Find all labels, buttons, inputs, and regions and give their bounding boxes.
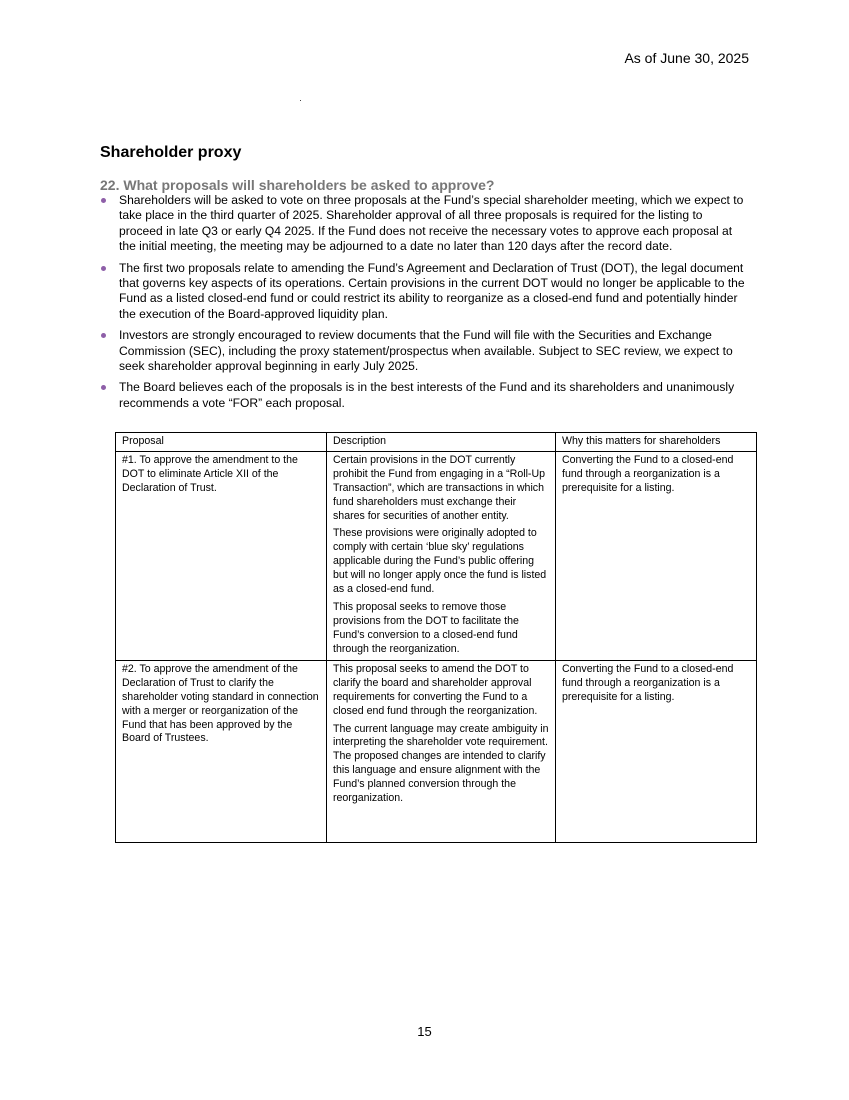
bullet-text: The Board believes each of the proposals is in the best interests of the Fund and its shareholders and unanimously recommends a vote “FOR” each proposal. bbox=[119, 380, 735, 410]
proposal-cell: #2. To approve the amendment of the Declaration of Trust to clarify the shareholder voting standard in connection with a merger or reorganization of the Fund that has been approved by the Board of Trustees. bbox=[116, 660, 327, 842]
proposals-table bbox=[115, 432, 757, 843]
description-paragraph: These provisions were originally adopted to comply with certain ‘blue sky’ regulations applicable during the Fund’s public offering but will no longer apply once the fund is listed as a closed-end fund. bbox=[333, 527, 547, 596]
description-cell bbox=[327, 451, 556, 660]
description-paragraph: The current language may create ambiguity in interpreting the shareholder vote requirement. The proposed changes are intended to clarify this language and ensure alignment with the Fund’s planned conversion through the reorganization. bbox=[333, 722, 549, 805]
bullet-list bbox=[100, 193, 745, 417]
description-cell bbox=[327, 660, 556, 842]
bullet-text: Shareholders will be asked to vote on three proposals at the Fund’s special shareholder meeting, which we expect to take place in the third quarter of 2025. Shareholder approval of all three proposals is required for the listing to proceed in late Q3 or early Q4 2025. If the Fund does not receive the necessary votes to approve each proposal at the initial meeting, the meeting may be adjourned to a date no later than 120 days after the record date. bbox=[119, 193, 744, 254]
why-cell: Converting the Fund to a closed-end fund through a reorganization is a prerequisite for a listing. bbox=[556, 660, 757, 842]
header-proposal: Proposal bbox=[116, 433, 327, 452]
bullet-icon bbox=[101, 266, 106, 271]
bullet-item bbox=[100, 193, 745, 255]
bullet-icon bbox=[101, 198, 106, 203]
why-cell: Converting the Fund to a closed-end fund through a reorganization is a prerequisite for a listing. bbox=[556, 451, 757, 660]
question-heading: 22. What proposals will shareholders be asked to approve? bbox=[100, 177, 495, 193]
bullet-item bbox=[100, 261, 745, 323]
section-title: Shareholder proxy bbox=[100, 144, 242, 161]
proposal-cell: #1. To approve the amendment to the DOT to eliminate Article XII of the Declaration of Trust. bbox=[116, 451, 327, 660]
bullet-icon bbox=[101, 333, 106, 338]
description-paragraph: This proposal seeks to remove those provisions from the DOT to facilitate the Fund’s conversion to a closed-end fund through the reorganization. bbox=[333, 600, 519, 655]
as-of-date: As of June 30, 2025 bbox=[624, 50, 749, 66]
header-description: Description bbox=[327, 433, 556, 452]
stray-dot bbox=[300, 100, 301, 101]
bullet-icon bbox=[101, 385, 106, 390]
table-header-row bbox=[116, 433, 757, 452]
description-paragraph: This proposal seeks to amend the DOT to clarify the board and shareholder approval requirements for converting the Fund to a closed end fund through the reorganization. bbox=[333, 662, 538, 717]
bullet-item bbox=[100, 328, 745, 374]
header-why: Why this matters for shareholders bbox=[556, 433, 757, 452]
bullet-item bbox=[100, 380, 745, 411]
description-paragraph: Certain provisions in the DOT currently prohibit the Fund from engaging in a “Roll-Up Transaction”, which are transactions in which fund shareholders must exchange their shares for securities of another entity. bbox=[333, 453, 545, 522]
table-row bbox=[116, 451, 757, 660]
bullet-text: Investors are strongly encouraged to review documents that the Fund will file with the Securities and Exchange Commission (SEC), including the proxy statement/prospectus when available. Subject to SEC review, we expect to seek shareholder approval beginning in early July 2025. bbox=[119, 328, 733, 374]
page-number: 15 bbox=[417, 1024, 432, 1039]
bullet-text: The first two proposals relate to amending the Fund’s Agreement and Declaration of Trust (DOT), the legal document that governs key aspects of its operations. Certain provisions in the current DOT would no longer be applicable to the Fund as a listed closed-end fund or could restrict its ability to reorganize as a closed-end fund and potentially hinder the execution of the Board-approved liquidity plan. bbox=[119, 260, 745, 321]
table-row bbox=[116, 660, 757, 842]
